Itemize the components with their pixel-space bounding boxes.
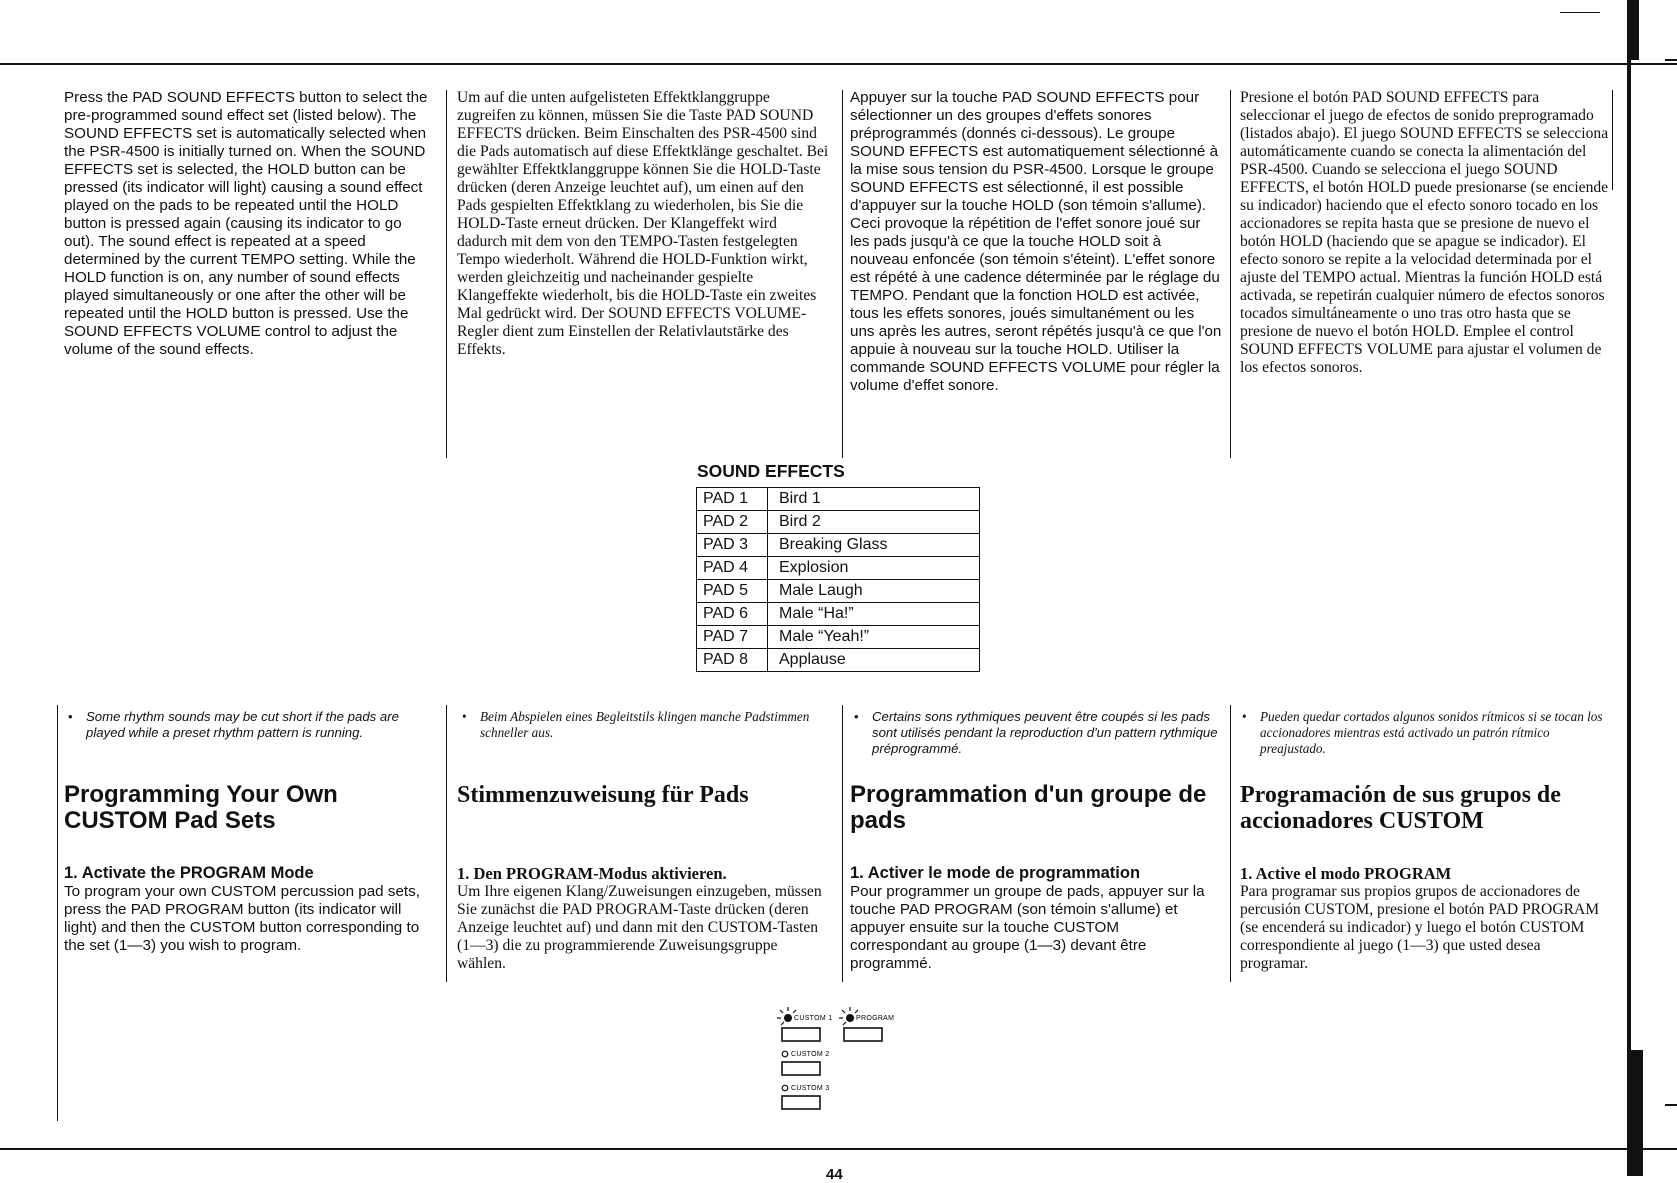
custom-1-button[interactable] (782, 1028, 820, 1041)
column-divider (446, 90, 447, 458)
sound-effect-row (697, 580, 980, 603)
binding-edge (1627, 0, 1631, 1176)
custom-2-label: CUSTOM 2 (791, 1051, 830, 1058)
pad-number: PAD 1 (697, 488, 768, 511)
sound-effect-name: Male “Yeah!” (768, 626, 980, 649)
sound-effects-table (696, 487, 980, 672)
english-body: Press the PAD SOUND EFFECTS button to select the pre-programmed sound effect set (listed below). The SOUND EFFECTS set is automatically selected when the PSR-4500 is initially turned on. When the SOUND EFFECTS set is selected, the HOLD button can be pressed (its indicator will light) causing a sound effect played on the pads to be repeated until the HOLD button is pressed again (causing its indicator to go out). The sound effect is repeated at a speed determined by the current TEMPO setting. While the HOLD function is on, any number of sound effects played simultaneously or one after the other will be repeated until the HOLD button is pressed. Use the SOUND EFFECTS VOLUME control to adjust the volume of the sound effects. (64, 89, 428, 358)
step-body: To program your own CUSTOM percussion pad sets, press the PAD PROGRAM button (its indicator will light) and then the CUSTOM button corresponding to the set (1—3) you wish to program. (64, 883, 420, 954)
spanish-note (1240, 709, 1608, 757)
german-note (460, 709, 828, 741)
section-title: Stimmenzuweisung für Pads (457, 782, 749, 808)
step-body: Para programar sus propios grupos de accionadores de percusión CUSTOM, presione el botón PAD PROGRAM (se encenderá su indicador) y luego el botón CUSTOM correspondiente al juego (1—3) que usted desea programar. (1240, 883, 1600, 972)
custom-program-button-panel (770, 1005, 930, 1115)
custom-3-indicator-icon (782, 1085, 788, 1091)
program-label: PROGRAM (856, 1015, 895, 1022)
english-column (64, 89, 436, 359)
german-column (457, 89, 829, 359)
column-divider (57, 705, 58, 1121)
sound-effect-row (697, 488, 980, 511)
sound-effect-row (697, 649, 980, 672)
french-step (850, 864, 1222, 973)
pad-number: PAD 8 (697, 649, 768, 672)
top-rule (0, 63, 1677, 65)
binding-edge-thick (1631, 1050, 1643, 1176)
edge-tick-1 (1665, 59, 1677, 61)
pad-number: PAD 7 (697, 626, 768, 649)
section-title: Programmation d'un groupe de pads (850, 781, 1207, 834)
column-divider (842, 705, 843, 982)
pad-number: PAD 5 (697, 580, 768, 603)
pad-number: PAD 6 (697, 603, 768, 626)
column-divider (446, 705, 447, 982)
sound-effect-name: Applause (768, 649, 980, 672)
step-body: Um Ihre eigenen Klang/Zuweisungen einzugeben, müssen Sie zunächst die PAD PROGRAM-Taste drücken (deren Anzeige leuchtet auf) und dann mit den CUSTOM-Tasten (1—3) die zu programmierende Zuweisungsgruppe wählen. (457, 883, 822, 972)
corner-mark (1560, 12, 1600, 13)
french-section (850, 782, 1222, 834)
binding-edge-top (1631, 0, 1639, 60)
french-body: Appuyer sur la touche PAD SOUND EFFECTS pour sélectionner un des groupes d'effets sonores préprogrammés (donnés ci-dessous). Le groupe SOUND EFFECTS est automatiquement sélectionné à la mise sous tension du PSR-4500. Lorsque le groupe SOUND EFFECTS est sélectionné, il est possible d'appuyer sur la touche HOLD (son témoin s'allume). Ceci provoque la répétition de l'effet sonore joué sur les pads jusqu'à ce que la touche HOLD soit à nouveau enfoncée (son témoin s'éteint). L'effet sonore est répété à une cadence déterminée par le réglage du TEMPO. Pendant que la fonction HOLD est activée, tous les effets sonores, joués simultanément ou les uns après les autres, seront répétés jusqu'à ce que l'on appuie à nouveau sur la touche HOLD. Utiliser la commande SOUND EFFECTS VOLUME pour régler la volume d'effet sonore. (850, 89, 1222, 394)
note-text: Beim Abspielen eines Begleitstils klingen manche Padstimmen schneller aus. (480, 709, 810, 740)
bullet-icon: • (854, 709, 859, 724)
sound-effect-name: Male Laugh (768, 580, 980, 603)
german-body: Um auf die unten aufgelisteten Effektklanggruppe zugreifen zu können, müssen Sie die Taste PAD SOUND EFFECTS drücken. Beim Einschalten des PSR-4500 sind die Pads automatisch auf diese Effektklänge geschaltet. Bei gewählter Effektklanggruppe können Sie die HOLD-Taste drücken (deren Anzeige leuchtet auf), um einen auf den Pads gespielten Effektklang zu wiederholen, bis Sie die HOLD-Taste erneut drücken. Der Klangeffekt wird dadurch mit dem von den TEMPO-Tasten festgelegten Tempo wiederholt. Während die HOLD-Funktion wirkt, werden gleichzeitig und nacheinander gespielte Klangeffekte wiederholt, bis die HOLD-Taste ein zweites Mal gedrückt wird. Der SOUND EFFECTS VOLUME-Regler dient zum Einstellen der Relativlautstärke des Effekts. (457, 89, 829, 358)
custom-3-button[interactable] (782, 1096, 820, 1109)
spanish-column (1240, 89, 1612, 377)
sound-effect-name: Bird 2 (768, 511, 980, 534)
note-text: Certains sons rythmiques peuvent être coupés si les pads sont utilisés pendant la reproduction d'un pattern rythmique préprogrammé. (872, 709, 1218, 756)
spanish-step (1240, 864, 1612, 973)
bullet-icon: • (68, 709, 73, 724)
custom-2-button[interactable] (782, 1062, 820, 1075)
column-divider (1230, 705, 1231, 982)
custom-2-indicator-icon (782, 1051, 788, 1057)
page-number: 44 (826, 1166, 843, 1183)
note-text: Some rhythm sounds may be cut short if the pads are played while a preset rhythm pattern is running. (86, 709, 399, 740)
custom-1-label: CUSTOM 1 (794, 1015, 833, 1022)
sound-effects-title: SOUND EFFECTS (697, 461, 845, 481)
pad-number: PAD 2 (697, 511, 768, 534)
program-button[interactable] (844, 1028, 882, 1041)
sound-effect-row (697, 603, 980, 626)
english-note (66, 709, 434, 741)
spanish-body: Presione el botón PAD SOUND EFFECTS para seleccionar el juego de efectos de sonido preprogramado (listados abajo). El juego SOUND EFFECTS se selecciona automáticamente cuando se conecta la alimentación del PSR-4500. Cuando se selecciona el juego SOUND EFFECTS, el botón HOLD puede presionarse (se enciende su indicador) haciendo que el efecto sonoro tocado en los accionadores se repita hasta que se presione de nuevo el botón HOLD (haciendo que se apague se indicador). El efecto sonoro se repite a la velocidad determinada por el ajuste del TEMPO actual. Mientras la función HOLD está activada, se repetirán cualquier número de efectos sonoros tocados simultáneamente o uno tras otro hasta que se presione de nuevo el botón HOLD. Emplee el control SOUND EFFECTS VOLUME para ajustar el volumen de los efectos sonoros. (1240, 89, 1609, 376)
german-section (457, 782, 829, 808)
step-heading: 1. Den PROGRAM-Modus aktivieren. (457, 864, 727, 883)
english-step (64, 864, 436, 955)
step-heading: 1. Activer le mode de programmation (850, 864, 1141, 882)
step-heading: 1. Active el modo PROGRAM (1240, 864, 1452, 883)
step-heading: 1. Activate the PROGRAM Mode (64, 864, 314, 882)
english-section (64, 782, 436, 834)
sound-effect-row (697, 511, 980, 534)
custom-3-label: CUSTOM 3 (791, 1085, 830, 1092)
sound-effect-row (697, 534, 980, 557)
french-note (852, 709, 1220, 757)
sound-effect-row (697, 626, 980, 649)
column-divider (1612, 90, 1613, 190)
pad-number: PAD 3 (697, 534, 768, 557)
sound-effect-name: Breaking Glass (768, 534, 980, 557)
german-step (457, 864, 829, 973)
bullet-icon: • (462, 709, 467, 724)
section-title: Programming Your Own CUSTOM Pad Sets (64, 781, 338, 834)
column-divider (842, 90, 843, 458)
section-title: Programación de sus grupos de accionadores CUSTOM (1240, 782, 1561, 834)
bottom-rule (0, 1148, 1677, 1150)
button-panel-illustration (770, 1005, 930, 1115)
french-column (850, 89, 1222, 395)
sound-effect-name: Bird 1 (768, 488, 980, 511)
edge-tick-2 (1665, 1104, 1677, 1106)
bullet-icon: • (1242, 709, 1247, 724)
sound-effect-name: Male “Ha!” (768, 603, 980, 626)
step-body: Pour programmer un groupe de pads, appuyer sur la touche PAD PROGRAM (son témoin s'allume) et appuyer ensuite sur la touche CUSTOM correspondant au groupe (1—3) devant être programmé. (850, 883, 1205, 972)
spanish-section (1240, 782, 1612, 834)
sound-effect-name: Explosion (768, 557, 980, 580)
sound-effect-row (697, 557, 980, 580)
pad-number: PAD 4 (697, 557, 768, 580)
column-divider (1230, 90, 1231, 458)
note-text: Pueden quedar cortados algunos sonidos rítmicos si se tocan los accionadores mientras está activado un patrón rítmico preajustado. (1260, 709, 1603, 756)
